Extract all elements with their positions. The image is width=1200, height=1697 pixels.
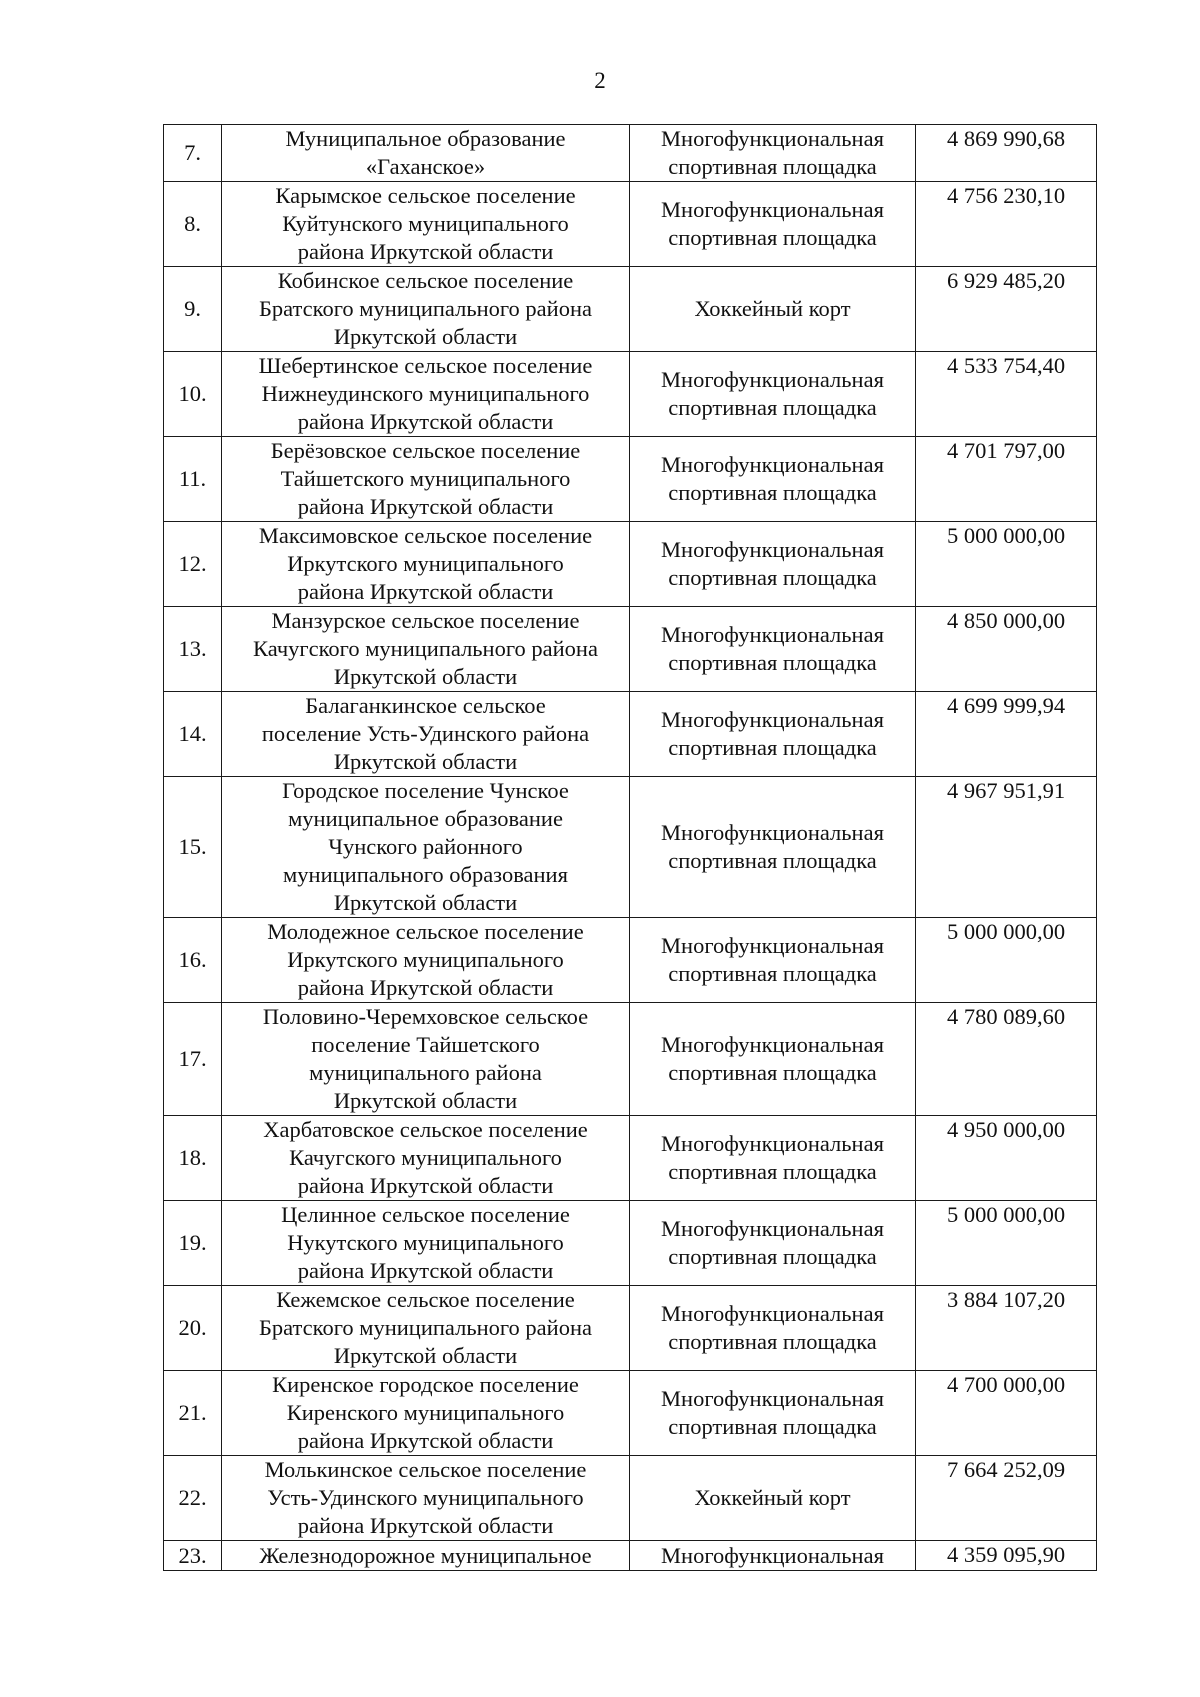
table-row: [164, 918, 1097, 1003]
amount-cell-text: 4 850 000,00: [946, 608, 1066, 633]
table-row: [164, 267, 1097, 352]
facility-type-cell: [630, 1116, 916, 1201]
facility-type-cell-text: Многофункциональная спортивная площадка: [661, 933, 884, 986]
municipality-name-cell: [222, 692, 630, 777]
facility-type-cell-text: Многофункциональная спортивная площадка: [661, 820, 884, 873]
municipality-name-cell-text: Харбатовское сельское поселение Качугского муниципального района Иркутской области: [263, 1117, 588, 1198]
municipality-name-cell: [222, 1371, 630, 1456]
municipality-name-cell: [222, 1116, 630, 1201]
table-row: [164, 522, 1097, 607]
row-number-cell: [164, 1003, 222, 1116]
facility-type-cell: [630, 182, 916, 267]
row-number-cell: [164, 1371, 222, 1456]
table-row: [164, 1541, 1097, 1571]
amount-cell-text: 5 000 000,00: [946, 919, 1066, 944]
facility-type-cell: [630, 777, 916, 918]
amount-cell-text: 4 359 095,90: [946, 1542, 1066, 1567]
facility-type-cell-text: Многофункциональная: [661, 1542, 884, 1568]
municipality-name-cell-text: Карымское сельское поселение Куйтунского муниципального района Иркутской области: [275, 183, 576, 264]
amount-cell: [916, 1456, 1097, 1541]
facility-type-cell: [630, 352, 916, 437]
amount-cell-text: 4 701 797,00: [946, 438, 1066, 463]
amount-cell: [916, 1286, 1097, 1371]
table-body: [164, 125, 1097, 1571]
amount-cell: [916, 267, 1097, 352]
amount-cell-text: 4 533 754,40: [946, 353, 1066, 378]
row-number-cell-text: 22.: [178, 1485, 207, 1510]
page-number: 2: [594, 68, 606, 93]
amount-cell: [916, 125, 1097, 182]
municipality-name-cell-text: Молодежное сельское поселение Иркутского муниципального района Иркутской области: [267, 919, 584, 1000]
municipality-name-cell: [222, 1541, 630, 1571]
row-number-cell-text: 21.: [178, 1400, 207, 1425]
municipality-name-cell: [222, 1456, 630, 1541]
municipality-name-cell-text: Железнодорожное муниципальное: [259, 1542, 592, 1568]
facility-type-cell: [630, 1541, 916, 1571]
amount-cell-text: 4 756 230,10: [946, 183, 1066, 208]
amount-cell: [916, 437, 1097, 522]
municipality-name-cell: [222, 352, 630, 437]
facility-type-cell: [630, 918, 916, 1003]
row-number-cell-text: 18.: [178, 1145, 207, 1170]
facility-type-cell-text: Многофункциональная спортивная площадка: [661, 1301, 884, 1354]
amount-cell-text: 3 884 107,20: [946, 1287, 1066, 1312]
facility-type-cell-text: Многофункциональная спортивная площадка: [661, 197, 884, 250]
amount-cell-text: 7 664 252,09: [946, 1457, 1066, 1482]
facility-type-cell-text: Многофункциональная спортивная площадка: [661, 1131, 884, 1184]
row-number-cell-text: 7.: [184, 140, 201, 165]
row-number-cell: [164, 267, 222, 352]
municipality-name-cell-text: Берёзовское сельское поселение Тайшетского муниципального района Иркутской области: [270, 438, 581, 519]
municipality-name-cell-text: Молькинское сельское поселение Усть-Удинского муниципального района Иркутской области: [264, 1457, 587, 1538]
table-row: [164, 1456, 1097, 1541]
amount-cell-text: 5 000 000,00: [946, 523, 1066, 548]
facility-type-cell-text: Многофункциональная спортивная площадка: [661, 622, 884, 675]
facility-type-cell: [630, 1003, 916, 1116]
facility-type-cell-text: Многофункциональная спортивная площадка: [661, 126, 884, 179]
table-row: [164, 125, 1097, 182]
amount-cell: [916, 1371, 1097, 1456]
table-row: [164, 182, 1097, 267]
row-number-cell-text: 9.: [184, 296, 201, 321]
row-number-cell-text: 16.: [178, 947, 207, 972]
amount-cell: [916, 918, 1097, 1003]
table-row: [164, 1116, 1097, 1201]
amount-cell: [916, 692, 1097, 777]
amount-cell: [916, 1541, 1097, 1571]
municipality-name-cell-text: Муниципальное образование «Гаханское»: [285, 126, 566, 179]
municipality-name-cell: [222, 437, 630, 522]
municipality-name-cell-text: Целинное сельское поселение Нукутского муниципального района Иркутской области: [281, 1202, 570, 1283]
municipality-name-cell: [222, 1201, 630, 1286]
municipality-name-cell: [222, 607, 630, 692]
row-number-cell-text: 17.: [178, 1046, 207, 1071]
amount-cell-text: 4 869 990,68: [946, 126, 1066, 151]
municipality-name-cell: [222, 1003, 630, 1116]
row-number-cell-text: 23.: [178, 1542, 207, 1568]
municipality-name-cell-text: Кежемское сельское поселение Братского муниципального района Иркутской области: [258, 1287, 592, 1368]
facility-type-cell-text: Многофункциональная спортивная площадка: [661, 707, 884, 760]
facility-type-cell-text: Многофункциональная спортивная площадка: [661, 1216, 884, 1269]
row-number-cell-text: 11.: [178, 466, 207, 491]
row-number-cell-text: 8.: [184, 211, 201, 236]
municipality-name-cell-text: Половино-Черемховское сельское поселение Тайшетского муниципального района Иркутской области: [262, 1004, 589, 1113]
municipality-name-cell-text: Городское поселение Чунское муниципальное образование Чунского районного муниципального образования Иркутской области: [282, 778, 569, 915]
amount-cell: [916, 777, 1097, 918]
facility-type-cell-text: Многофункциональная спортивная площадка: [661, 452, 884, 505]
facility-type-cell: [630, 267, 916, 352]
row-number-cell: [164, 437, 222, 522]
row-number-cell: [164, 1541, 222, 1571]
amount-cell: [916, 522, 1097, 607]
row-number-cell: [164, 125, 222, 182]
amount-cell: [916, 607, 1097, 692]
table-row: [164, 437, 1097, 522]
amount-cell-text: 6 929 485,20: [946, 268, 1066, 293]
municipality-name-cell: [222, 522, 630, 607]
row-number-cell: [164, 1116, 222, 1201]
row-number-cell: [164, 607, 222, 692]
row-number-cell-text: 20.: [178, 1315, 207, 1340]
amount-cell-text: 5 000 000,00: [946, 1202, 1066, 1227]
facility-type-cell: [630, 125, 916, 182]
amount-cell: [916, 1201, 1097, 1286]
municipality-name-cell-text: Шебертинское сельское поселение Нижнеудинского муниципального района Иркутской области: [258, 353, 593, 434]
amount-cell-text: 4 950 000,00: [946, 1117, 1066, 1142]
amount-cell: [916, 1116, 1097, 1201]
amount-cell-text: 4 699 999,94: [946, 693, 1066, 718]
table-row: [164, 1371, 1097, 1456]
facility-type-cell-text: Многофункциональная спортивная площадка: [661, 1032, 884, 1085]
municipality-name-cell-text: Балаганкинское сельское поселение Усть-Удинского района Иркутской области: [261, 693, 590, 774]
table-row: [164, 352, 1097, 437]
row-number-cell-text: 12.: [178, 551, 207, 576]
municipality-name-cell: [222, 182, 630, 267]
amount-cell: [916, 182, 1097, 267]
amount-cell-text: 4 967 951,91: [946, 778, 1066, 803]
facility-type-cell: [630, 437, 916, 522]
row-number-cell: [164, 1201, 222, 1286]
subsidy-table: [163, 124, 1097, 1571]
row-number-cell-text: 15.: [178, 834, 207, 859]
table-row: [164, 777, 1097, 918]
row-number-cell: [164, 1286, 222, 1371]
facility-type-cell: [630, 692, 916, 777]
table-row: [164, 607, 1097, 692]
facility-type-cell: [630, 1201, 916, 1286]
municipality-name-cell: [222, 918, 630, 1003]
amount-cell: [916, 352, 1097, 437]
facility-type-cell: [630, 607, 916, 692]
amount-cell-text: 4 780 089,60: [946, 1004, 1066, 1029]
table-row: [164, 1286, 1097, 1371]
table-row: [164, 1003, 1097, 1116]
facility-type-cell-text: Хоккейный корт: [694, 1485, 851, 1510]
facility-type-cell-text: Хоккейный корт: [694, 296, 851, 321]
row-number-cell: [164, 777, 222, 918]
table-row: [164, 1201, 1097, 1286]
municipality-name-cell: [222, 1286, 630, 1371]
facility-type-cell: [630, 1286, 916, 1371]
municipality-name-cell-text: Максимовское сельское поселение Иркутского муниципального района Иркутской области: [258, 523, 593, 604]
municipality-name-cell: [222, 125, 630, 182]
row-number-cell: [164, 522, 222, 607]
amount-cell-text: 4 700 000,00: [946, 1372, 1066, 1397]
table-row: [164, 692, 1097, 777]
row-number-cell-text: 14.: [178, 721, 207, 746]
facility-type-cell: [630, 1371, 916, 1456]
row-number-cell: [164, 1456, 222, 1541]
municipality-name-cell: [222, 777, 630, 918]
row-number-cell-text: 10.: [178, 381, 207, 406]
row-number-cell: [164, 692, 222, 777]
row-number-cell: [164, 182, 222, 267]
row-number-cell-text: 19.: [178, 1230, 207, 1255]
facility-type-cell: [630, 1456, 916, 1541]
row-number-cell: [164, 352, 222, 437]
facility-type-cell-text: Многофункциональная спортивная площадка: [661, 537, 884, 590]
municipality-name-cell: [222, 267, 630, 352]
row-number-cell: [164, 918, 222, 1003]
municipality-name-cell-text: Кобинское сельское поселение Братского муниципального района Иркутской области: [258, 268, 592, 349]
municipality-name-cell-text: Манзурское сельское поселение Качугского муниципального района Иркутской области: [253, 608, 598, 689]
row-number-cell-text: 13.: [178, 636, 207, 661]
amount-cell: [916, 1003, 1097, 1116]
facility-type-cell-text: Многофункциональная спортивная площадка: [661, 367, 884, 420]
facility-type-cell: [630, 522, 916, 607]
facility-type-cell-text: Многофункциональная спортивная площадка: [661, 1386, 884, 1439]
municipality-name-cell-text: Киренское городское поселение Киренского муниципального района Иркутской области: [272, 1372, 579, 1453]
